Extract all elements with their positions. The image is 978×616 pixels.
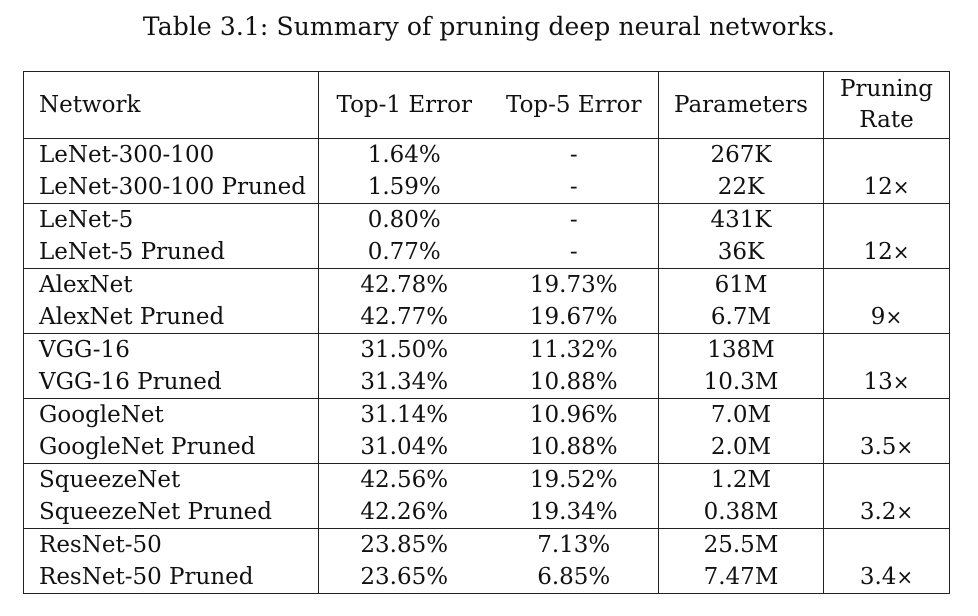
table-row [24, 204, 950, 237]
cell-network: LeNet-300-100 Pruned [24, 171, 319, 204]
table-row [24, 269, 950, 302]
table-row [24, 171, 950, 204]
cell-network: LeNet-5 [24, 204, 319, 237]
cell-top5-error: 19.67% [490, 301, 659, 334]
times-symbol: × [885, 305, 903, 329]
times-symbol: × [896, 500, 914, 524]
cell-parameters: 25.5M [659, 529, 824, 562]
cell-parameters: 10.3M [659, 366, 824, 399]
cell-pruning-rate [824, 464, 950, 497]
table-row [24, 139, 950, 172]
pruning-rate-value: 3.2 [859, 499, 897, 525]
header-network: Network [24, 72, 319, 139]
cell-parameters: 6.7M [659, 301, 824, 334]
cell-pruning-rate [824, 139, 950, 172]
header-top5-error: Top-5 Error [490, 72, 659, 139]
cell-top5-error: - [490, 171, 659, 204]
cell-top1-error: 42.26% [319, 496, 490, 529]
cell-network: AlexNet [24, 269, 319, 302]
cell-top5-error: 19.34% [490, 496, 659, 529]
cell-pruning-rate [824, 529, 950, 562]
cell-pruning-rate [824, 431, 950, 464]
cell-pruning-rate [824, 399, 950, 432]
cell-top1-error: 1.64% [367, 142, 441, 168]
cell-pruning-rate [824, 269, 950, 302]
times-symbol: × [892, 175, 910, 199]
cell-top5-error: - [490, 139, 659, 172]
header-parameters: Parameters [659, 72, 824, 139]
cell-parameters: 267K [659, 139, 824, 172]
cell-top5-error: 7.13% [490, 529, 659, 562]
cell-top1-error: 31.34% [319, 366, 490, 399]
table-row [24, 236, 950, 269]
times-symbol: × [892, 370, 910, 394]
cell-pruning-rate [824, 496, 950, 529]
cell-top1-error: 0.80% [367, 207, 441, 233]
cell-top5-error: 10.88% [490, 366, 659, 399]
table-row [24, 561, 950, 594]
header-row [24, 72, 950, 139]
cell-top1-error: 42.56% [360, 467, 449, 493]
cell-network: VGG-16 Pruned [24, 366, 319, 399]
cell-network: VGG-16 [24, 334, 319, 367]
cell-top5-error: - [490, 236, 659, 269]
cell-pruning-rate [824, 171, 950, 204]
table-row [24, 334, 950, 367]
cell-top5-error: 6.85% [490, 561, 659, 594]
pruning-rate-value: 9 [870, 304, 886, 330]
cell-top5-error: 19.52% [490, 464, 659, 497]
table-row [24, 366, 950, 399]
pruning-rate-value: 3.4 [859, 564, 897, 590]
cell-network: GoogleNet Pruned [24, 431, 319, 464]
table-caption: Table 3.1: Summary of pruning deep neural networks. [142, 12, 836, 41]
cell-network: LeNet-5 Pruned [24, 236, 319, 269]
times-symbol: × [896, 565, 914, 589]
cell-pruning-rate [824, 366, 950, 399]
cell-top1-error: 42.77% [319, 301, 490, 334]
table-row [24, 464, 950, 497]
cell-parameters: 22K [659, 171, 824, 204]
cell-pruning-rate [824, 561, 950, 594]
cell-network: SqueezeNet [24, 464, 319, 497]
pruning-rate-value: 13 [863, 369, 893, 395]
cell-top1-error: 31.50% [360, 337, 449, 363]
pruning-rate-value: 12 [863, 174, 893, 200]
table-row [24, 301, 950, 334]
cell-pruning-rate [824, 334, 950, 367]
cell-top5-error: - [490, 204, 659, 237]
header-pruning-rate [824, 72, 950, 139]
table-row [24, 496, 950, 529]
cell-parameters: 2.0M [659, 431, 824, 464]
cell-network: AlexNet Pruned [24, 301, 319, 334]
cell-top1-error: 1.59% [319, 171, 490, 204]
cell-parameters: 138M [659, 334, 824, 367]
cell-parameters: 7.0M [659, 399, 824, 432]
cell-parameters: 7.47M [659, 561, 824, 594]
cell-network: SqueezeNet Pruned [24, 496, 319, 529]
cell-top1-error: 23.65% [319, 561, 490, 594]
header-pruning-rate-line1: Pruning [840, 76, 933, 102]
header-top1-error: Top-1 Error [319, 72, 490, 139]
table-body [24, 139, 950, 594]
times-symbol: × [896, 435, 914, 459]
cell-network: LeNet-300-100 [24, 139, 319, 172]
pruning-rate-value: 3.5 [859, 434, 897, 460]
header-pruning-rate-line2: Rate [859, 107, 914, 133]
cell-top1-error: 23.85% [360, 532, 449, 558]
cell-top5-error: 19.73% [490, 269, 659, 302]
cell-network: ResNet-50 [24, 529, 319, 562]
cell-top1-error: 31.04% [319, 431, 490, 464]
cell-parameters: 0.38M [659, 496, 824, 529]
cell-pruning-rate [824, 204, 950, 237]
cell-network: GoogleNet [24, 399, 319, 432]
cell-parameters: 1.2M [659, 464, 824, 497]
cell-top1-error: 0.77% [319, 236, 490, 269]
table-row [24, 529, 950, 562]
cell-top1-error: 42.78% [360, 272, 449, 298]
cell-top5-error: 11.32% [490, 334, 659, 367]
pruning-summary-table [23, 71, 950, 594]
cell-network: ResNet-50 Pruned [24, 561, 319, 594]
cell-top5-error: 10.96% [490, 399, 659, 432]
cell-parameters: 36K [659, 236, 824, 269]
cell-parameters: 61M [659, 269, 824, 302]
cell-pruning-rate [824, 301, 950, 334]
cell-pruning-rate [824, 236, 950, 269]
cell-parameters: 431K [659, 204, 824, 237]
table-row [24, 399, 950, 432]
pruning-rate-value: 12 [863, 239, 893, 265]
cell-top5-error: 10.88% [490, 431, 659, 464]
cell-top1-error: 31.14% [360, 402, 449, 428]
times-symbol: × [892, 240, 910, 264]
table-row [24, 431, 950, 464]
